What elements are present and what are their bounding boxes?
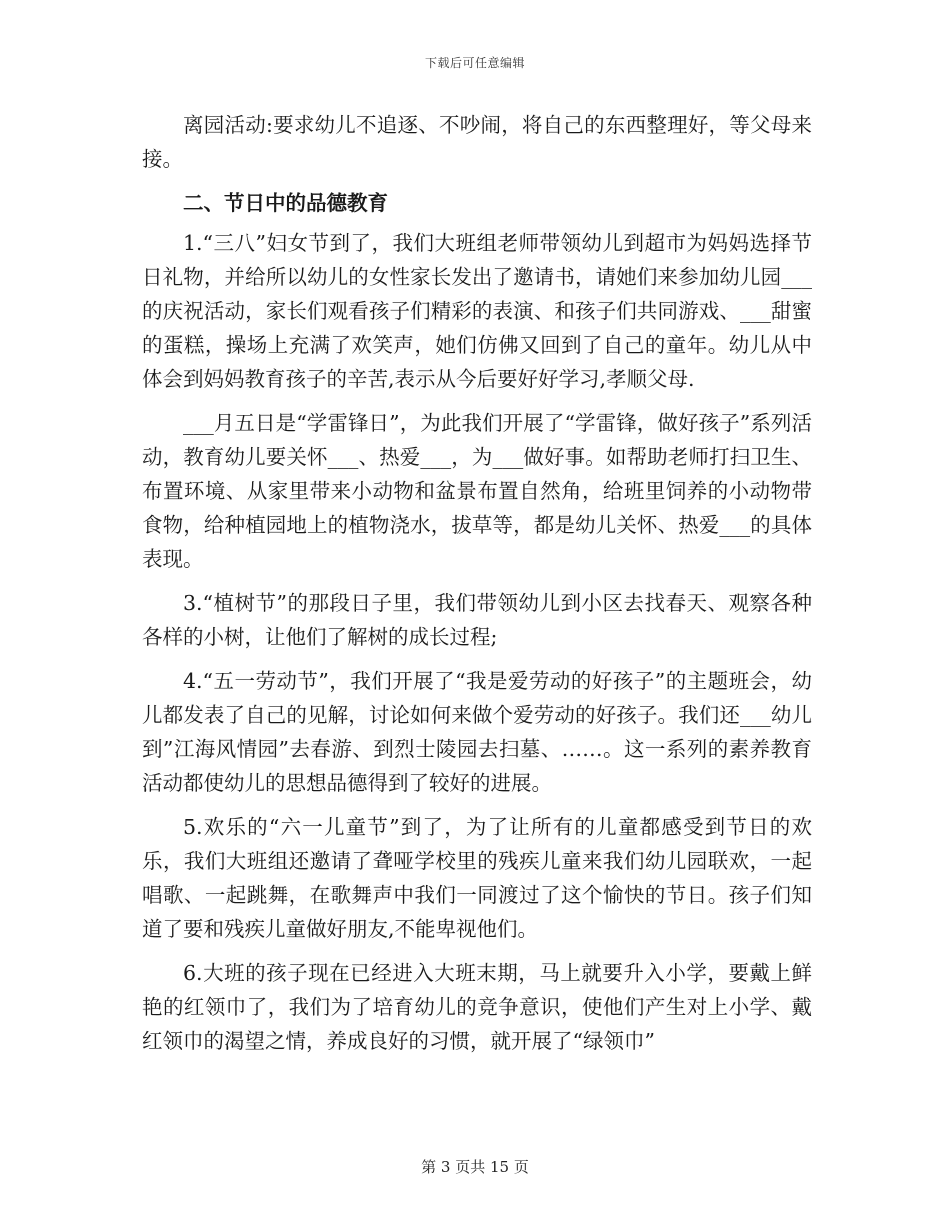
paragraph-green-scarf: 6.大班的孩子现在已经进入大班末期，马上就要升入小学，要戴上鲜艳的红领巾了，我们为了培育幼儿的竞争意识，使他们产生对上小学、戴红领巾的渴望之情，养成良好的习惯，就开展了“绿领巾” xyxy=(142,961,812,1053)
document-body xyxy=(142,108,812,1068)
paragraph-womens-day: 1.“三八”妇女节到了，我们大班组老师带领幼儿到超市为妈妈选择节日礼物，并给所以幼儿的女性家长发出了邀请书，请她们来参加幼儿园___的庆祝活动，家长们观看孩子们精彩的表演、和孩子们共同游戏、___甜蜜的蛋糕，操场上充满了欢笑声，她们仿佛又回到了自己的童年。幼儿从中体会到妈妈教育孩子的辛苦,表示从今后要好好学习,孝顺父母. xyxy=(142,231,812,391)
paragraph-labor-day: 4.“五一劳动节”，我们开展了“我是爱劳动的好孩子”的主题班会，幼儿都发表了自己的见解，讨论如何来做个爱劳动的好孩子。我们还___幼儿到”江海风情园”去春游、到烈士陵园去扫墓、……。这一系列的素养教育活动都使幼儿的思想品德得到了较好的进展。 xyxy=(142,669,812,795)
paragraph-childrens-day: 5.欢乐的“六一儿童节”到了，为了让所有的儿童都感受到节日的欢乐，我们大班组还邀请了聋哑学校里的残疾儿童来我们幼儿园联欢，一起唱歌、一起跳舞，在歌舞声中我们一同渡过了这个愉快的节日。孩子们知道了要和残疾儿童做好朋友,不能卑视他们。 xyxy=(142,815,812,941)
paragraph-arbor-day: 3.“植树节”的那段日子里，我们带领幼儿到小区去找春天、观察各种各样的小树，让他们了解树的成长过程; xyxy=(142,591,812,649)
section-heading: 二、节日中的品德教育 xyxy=(183,191,388,215)
page-footer: 第 3 页共 15 页 xyxy=(421,1158,529,1176)
paragraph-lei-feng-day: ___月五日是“学雷锋日”，为此我们开展了“学雷锋，做好孩子”系列活动，教育幼儿要关怀___、热爱___，为___做好事。如帮助老师打扫卫生、布置环境、从家里带来小动物和盆景布置自然角，给班里饲养的小动物带食物，给种植园地上的植物浇水，拔草等，都是幼儿关怀、热爱___的具体表现。 xyxy=(142,411,812,571)
page-header: 下载后可任意编辑 xyxy=(424,56,525,70)
paragraph-leaving: 离园活动:要求幼儿不追逐、不吵闹，将自己的东西整理好，等父母来接。 xyxy=(142,113,812,171)
